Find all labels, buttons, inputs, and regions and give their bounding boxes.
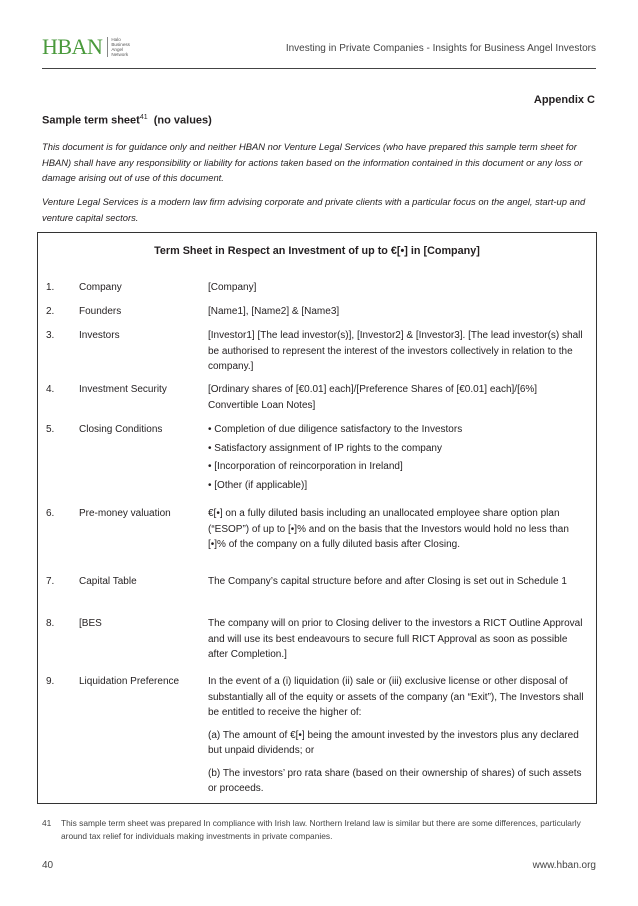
row-label: Pre-money valuation <box>79 508 171 519</box>
row-number: 9. <box>46 676 55 687</box>
row-number: 3. <box>46 330 55 341</box>
row-number: 2. <box>46 306 55 317</box>
row-value <box>208 422 588 493</box>
row-number: 7. <box>46 576 55 587</box>
row-value: [Company] <box>208 282 257 293</box>
bullet-item: • Satisfactory assignment of IP rights to the company <box>208 441 588 457</box>
header-divider <box>42 68 596 69</box>
section-title <box>42 114 212 127</box>
running-header: Investing in Private Companies - Insights for Business Angel Investors <box>285 43 596 54</box>
term-sheet-box <box>37 232 597 804</box>
footnote <box>42 817 602 843</box>
row-value: [Investor1] [The lead investor(s)], [Investor2] & [Investor3]. [The lead investor(s) shall be authorised to represent the interest of the investors collectively in relation to the company.] <box>208 330 583 372</box>
value-paragraph: (a) The amount of €[•] being the amount invested by the investors plus any declared but unpaid dividends; or <box>208 729 579 756</box>
row-value: The Company’s capital structure before and after Closing is set out in Schedule 1 <box>208 576 567 587</box>
row-value <box>208 674 588 797</box>
row-label: Investment Security <box>79 384 167 395</box>
term-sheet-title: Term Sheet in Respect an Investment of up to €[•] in [Company] <box>154 245 480 257</box>
row-label: Founders <box>79 306 122 317</box>
footnote-number: 41 <box>42 818 52 828</box>
row-value: The company will on prior to Closing deliver to the investors a RICT Outline Approval and will use its best endeavours to secure full RICT Approval as soon as possible after Completion.] <box>208 618 583 660</box>
bullet-item: • [Incorporation of reincorporation in Ireland] <box>208 459 588 475</box>
row-number: 5. <box>46 424 55 435</box>
value-paragraph: (b) The investors’ pro rata share (based on their ownership of shares) of such assets or proceeds. <box>208 767 582 794</box>
row-number: 1. <box>46 282 55 293</box>
appendix-label: Appendix C <box>533 94 595 106</box>
about-paragraph: Venture Legal Services is a modern law firm advising corporate and private clients with a particular focus on the angel, start-up and venture capital sectors. <box>42 196 586 223</box>
row-label: Capital Table <box>79 576 137 587</box>
logo-line: Angel <box>111 47 124 52</box>
bullet-item: • [Other (if applicable)] <box>208 478 588 494</box>
footer-website: www.hban.org <box>532 860 596 871</box>
page-number: 40 <box>42 860 54 871</box>
row-label: Liquidation Preference <box>79 676 180 687</box>
footnote-text: This sample term sheet was prepared In compliance with Irish law. Northern Ireland law is similar but there are some differences, particularly around tax relief for individuals making investments in private companies. <box>61 818 581 841</box>
row-value: [Ordinary shares of [€0.01] each]/[Preference Shares of [€0.01] each]/[6%] Convertible Loan Notes] <box>208 384 538 411</box>
logo-line: Halo <box>111 36 121 42</box>
bullet-item: • Completion of due diligence satisfactory to the Investors <box>208 422 588 438</box>
row-value: €[•] on a fully diluted basis including an unallocated employee share option plan (“ESOP”) of up to [•]% and on the basis that the Investors would hold no less than [•]% of the company on a fully diluted basis after Closing. <box>208 508 569 550</box>
row-number: 6. <box>46 508 55 519</box>
disclaimer-paragraph: This document is for guidance only and neither HBAN nor Venture Legal Services (who have prepared this sample term sheet for HBAN) shall have any responsibility or liability for actions taken based on the information contained in this document or any loss or damage arising out of use of this document. <box>42 141 583 183</box>
section-title-text: Sample term sheet <box>42 114 140 127</box>
logo-tagline <box>107 37 130 58</box>
row-number: 4. <box>46 384 55 395</box>
section-title-suffix: (no values) <box>153 114 212 127</box>
row-value: [Name1], [Name2] & [Name3] <box>208 306 340 317</box>
row-label: [BES <box>79 618 102 629</box>
footnote-ref: 41 <box>139 114 148 121</box>
logo-mark: HBAN <box>42 34 103 59</box>
logo-line: Business <box>111 41 130 47</box>
row-label: Closing Conditions <box>79 424 163 435</box>
hban-logo <box>42 36 130 58</box>
row-label: Company <box>79 282 122 293</box>
value-paragraph: In the event of a (i) liquidation (ii) sale or (iii) exclusive license or other disposal of substantially all of the equity or assets of the company (an “Exit”), The Investors shall be entitled to receive the higher of: <box>208 676 584 718</box>
logo-line: Network <box>111 52 129 58</box>
row-number: 8. <box>46 618 55 629</box>
row-label: Investors <box>79 330 120 341</box>
